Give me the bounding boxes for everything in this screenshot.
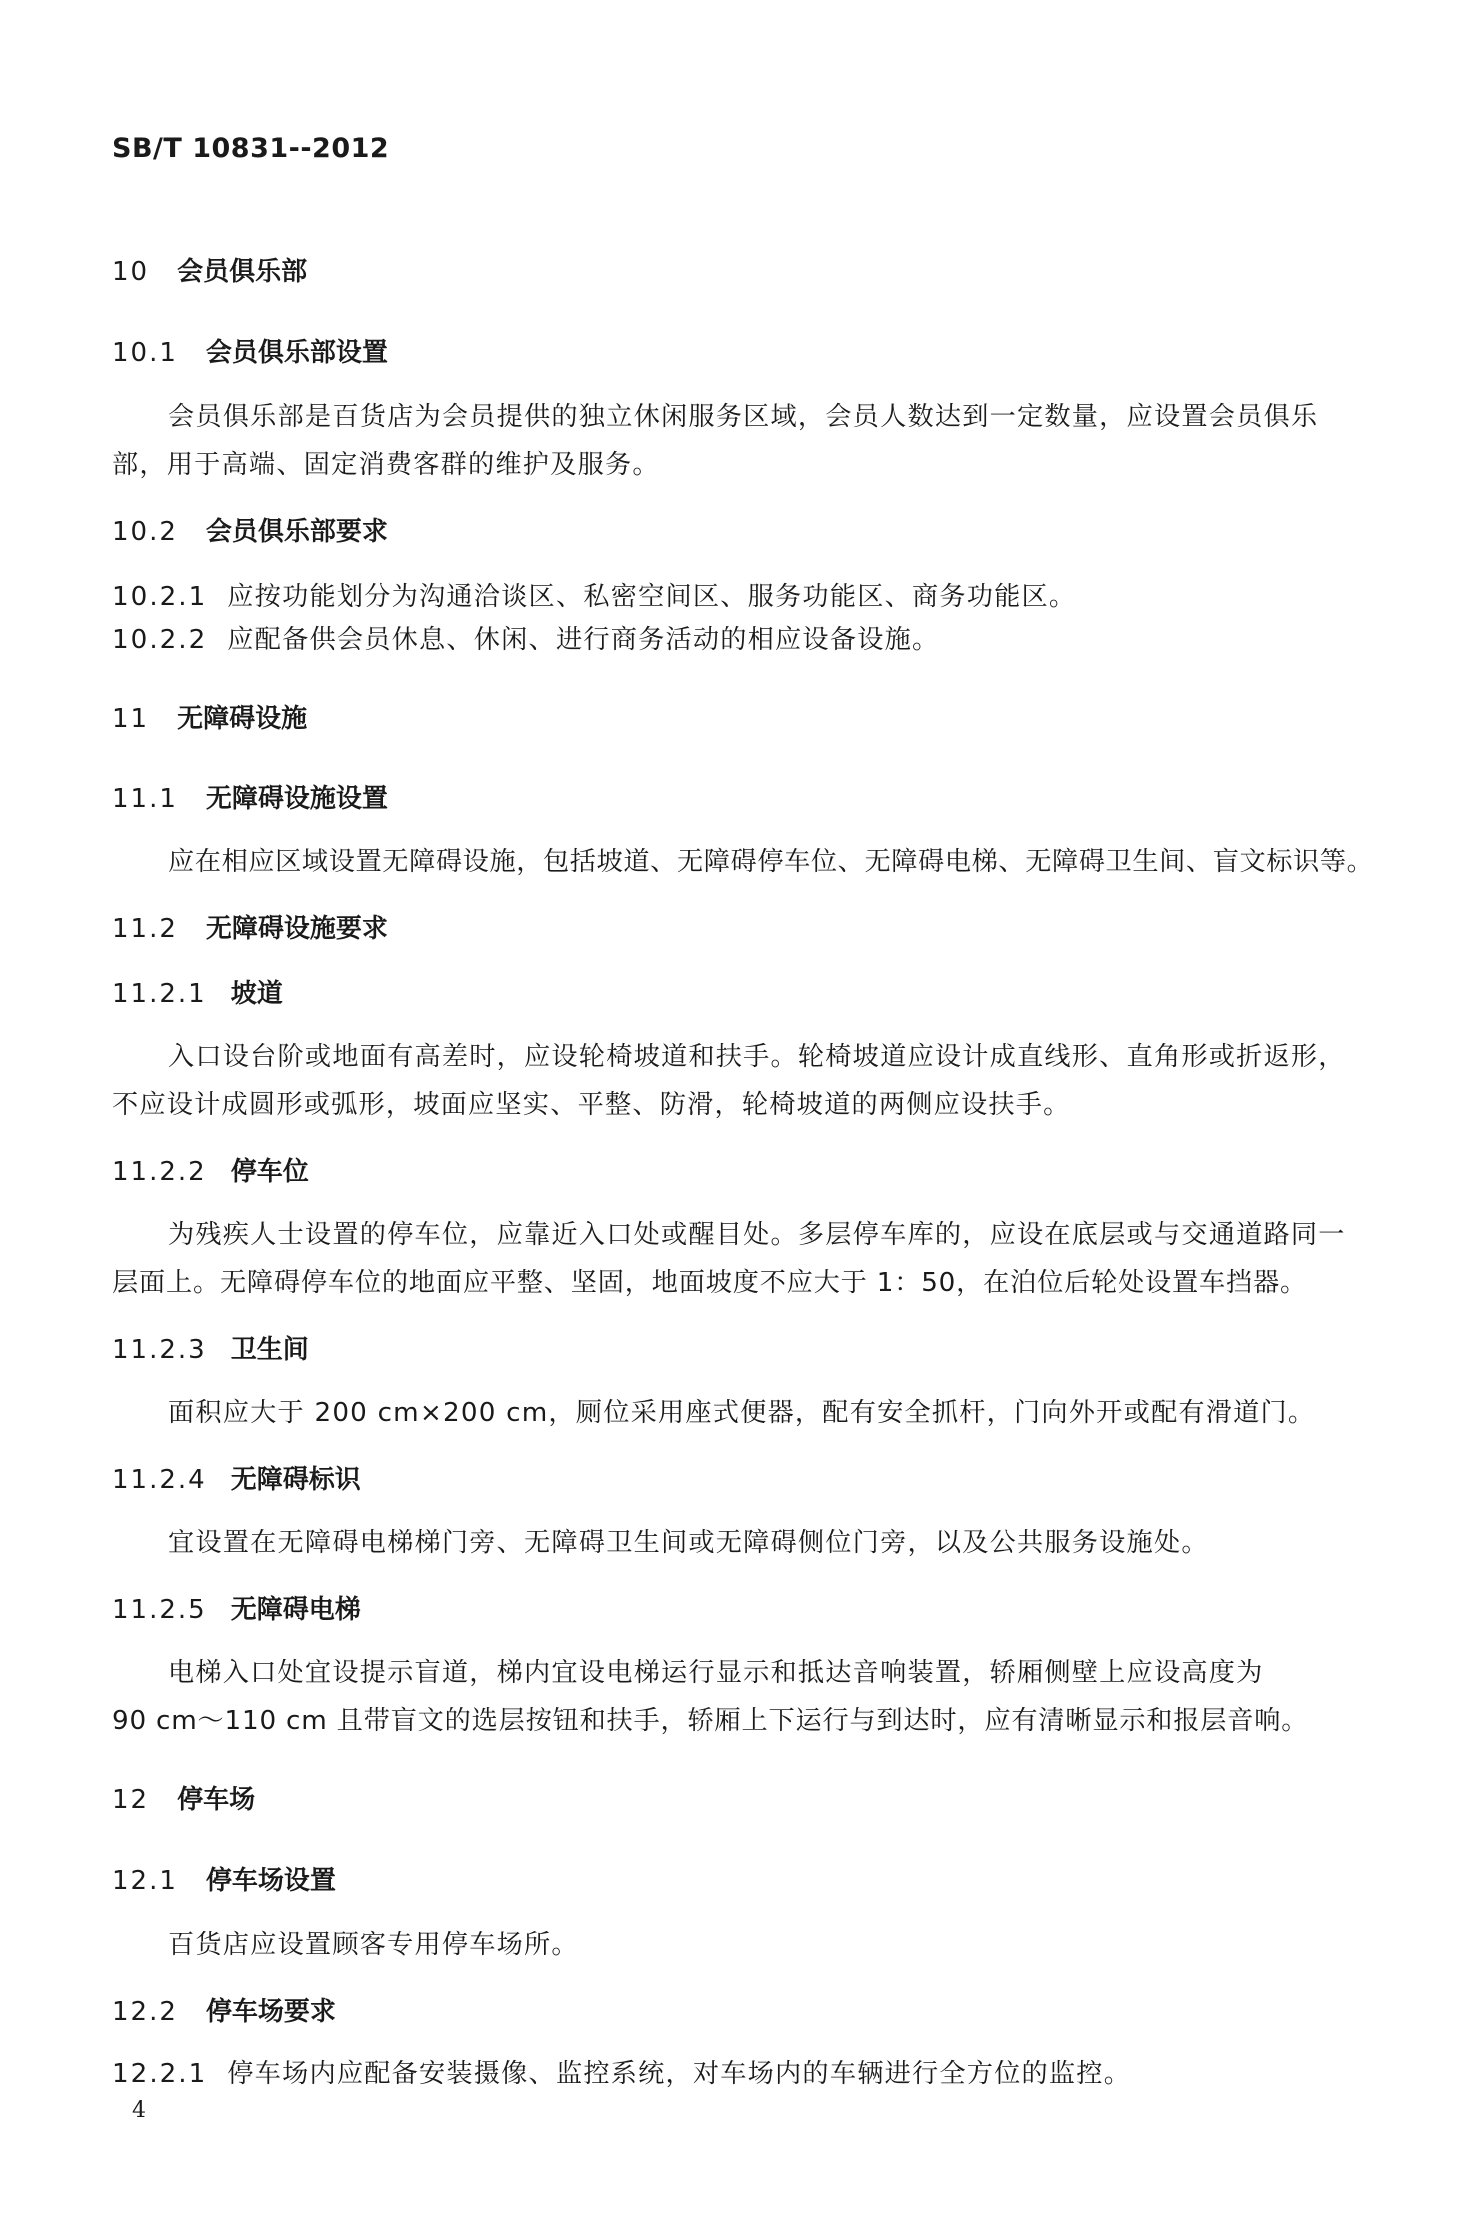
heading-number: 11.2.5 xyxy=(112,1595,207,1625)
heading-title: 无障碍电梯 xyxy=(230,1595,361,1625)
heading-12 xyxy=(112,1783,255,1817)
heading-11-2 xyxy=(112,912,388,946)
heading-title: 无障碍设施要求 xyxy=(205,914,388,944)
heading-title: 无障碍设施 xyxy=(177,704,308,734)
document-id: SB/T 10831--2012 xyxy=(112,133,390,164)
heading-title: 无障碍设施设置 xyxy=(205,784,388,814)
paragraph-line: 百货店应设置顾客专用停车场所。 xyxy=(168,1930,579,1960)
clause-number: 10.2.1 xyxy=(112,582,208,612)
heading-number: 11 xyxy=(112,704,150,734)
paragraph-line: 层面上。无障碍停车位的地面应平整、坚固，地面坡度不应大于 1：50，在泊位后轮处设置车挡器。 xyxy=(112,1268,1307,1298)
heading-11-1 xyxy=(112,782,388,816)
heading-number: 11.2.2 xyxy=(112,1157,207,1187)
heading-title: 停车场设置 xyxy=(205,1866,336,1896)
heading-number: 10.1 xyxy=(112,338,178,368)
heading-12-2 xyxy=(112,1995,336,2029)
paragraph-line: 为残疾人士设置的停车位，应靠近入口处或醒目处。多层停车库的，应设在底层或与交通道路同一 xyxy=(168,1220,1346,1250)
heading-number: 12.2 xyxy=(112,1997,178,2027)
heading-number: 11.2 xyxy=(112,914,178,944)
clause-text: 应按功能划分为沟通洽谈区、私密空间区、服务功能区、商务功能区。 xyxy=(227,582,1077,612)
clause-10-2-2 xyxy=(112,623,939,657)
paragraph-line: 面积应大于 200 cm×200 cm，厕位采用座式便器，配有安全抓杆，门向外开或配有滑道门。 xyxy=(168,1398,1316,1428)
paragraph-line: 电梯入口处宜设提示盲道，梯内宜设电梯运行显示和抵达音响装置，轿厢侧壁上应设高度为 xyxy=(168,1658,1264,1688)
heading-title: 会员俱乐部设置 xyxy=(205,338,388,368)
heading-12-1 xyxy=(112,1864,336,1898)
heading-title: 会员俱乐部要求 xyxy=(205,517,388,547)
clause-text: 应配备供会员休息、休闲、进行商务活动的相应设备设施。 xyxy=(227,625,940,655)
paragraph-line: 不应设计成圆形或弧形，坡面应坚实、平整、防滑，轮椅坡道的两侧应设扶手。 xyxy=(112,1090,1071,1120)
paragraph-line: 部，用于高端、固定消费客群的维护及服务。 xyxy=(112,450,660,480)
page-number: 4 xyxy=(132,2098,146,2123)
heading-10-1 xyxy=(112,336,388,370)
heading-title: 坡道 xyxy=(230,979,283,1009)
heading-number: 10 xyxy=(112,257,150,287)
heading-title: 卫生间 xyxy=(230,1335,309,1365)
heading-number: 11.2.3 xyxy=(112,1335,207,1365)
heading-10 xyxy=(112,255,307,289)
paragraph-line: 宜设置在无障碍电梯梯门旁、无障碍卫生间或无障碍侧位门旁，以及公共服务设施处。 xyxy=(168,1528,1209,1558)
heading-11-2-1 xyxy=(112,977,283,1011)
clause-10-2-1 xyxy=(112,580,1076,614)
heading-title: 停车场 xyxy=(177,1785,256,1815)
paragraph-line: 90 cm～110 cm 且带盲文的选层按钮和扶手，轿厢上下运行与到达时，应有清晰显示和报层音响。 xyxy=(112,1706,1309,1736)
clause-text: 停车场内应配备安装摄像、监控系统，对车场内的车辆进行全方位的监控。 xyxy=(227,2059,1132,2089)
paragraph-line: 应在相应区域设置无障碍设施，包括坡道、无障碍停车位、无障碍电梯、无障碍卫生间、盲文标识等。 xyxy=(168,847,1374,877)
heading-10-2 xyxy=(112,515,388,549)
heading-11 xyxy=(112,702,307,736)
heading-11-2-4 xyxy=(112,1463,361,1497)
heading-title: 停车场要求 xyxy=(205,1997,336,2027)
heading-11-2-3 xyxy=(112,1333,309,1367)
heading-number: 12 xyxy=(112,1785,150,1815)
clause-12-2-1 xyxy=(112,2057,1131,2091)
clause-number: 12.2.1 xyxy=(112,2059,208,2089)
heading-number: 12.1 xyxy=(112,1866,178,1896)
heading-number: 11.2.1 xyxy=(112,979,207,1009)
heading-title: 会员俱乐部 xyxy=(177,257,308,287)
heading-11-2-2 xyxy=(112,1155,309,1189)
heading-number: 11.1 xyxy=(112,784,178,814)
heading-11-2-5 xyxy=(112,1593,361,1627)
paragraph-line: 会员俱乐部是百货店为会员提供的独立休闲服务区域，会员人数达到一定数量，应设置会员俱乐 xyxy=(168,402,1319,432)
heading-number: 11.2.4 xyxy=(112,1465,207,1495)
heading-title: 停车位 xyxy=(230,1157,309,1187)
paragraph-line: 入口设台阶或地面有高差时，应设轮椅坡道和扶手。轮椅坡道应设计成直线形、直角形或折返形， xyxy=(168,1042,1346,1072)
heading-number: 10.2 xyxy=(112,517,178,547)
heading-title: 无障碍标识 xyxy=(230,1465,361,1495)
clause-number: 10.2.2 xyxy=(112,625,208,655)
